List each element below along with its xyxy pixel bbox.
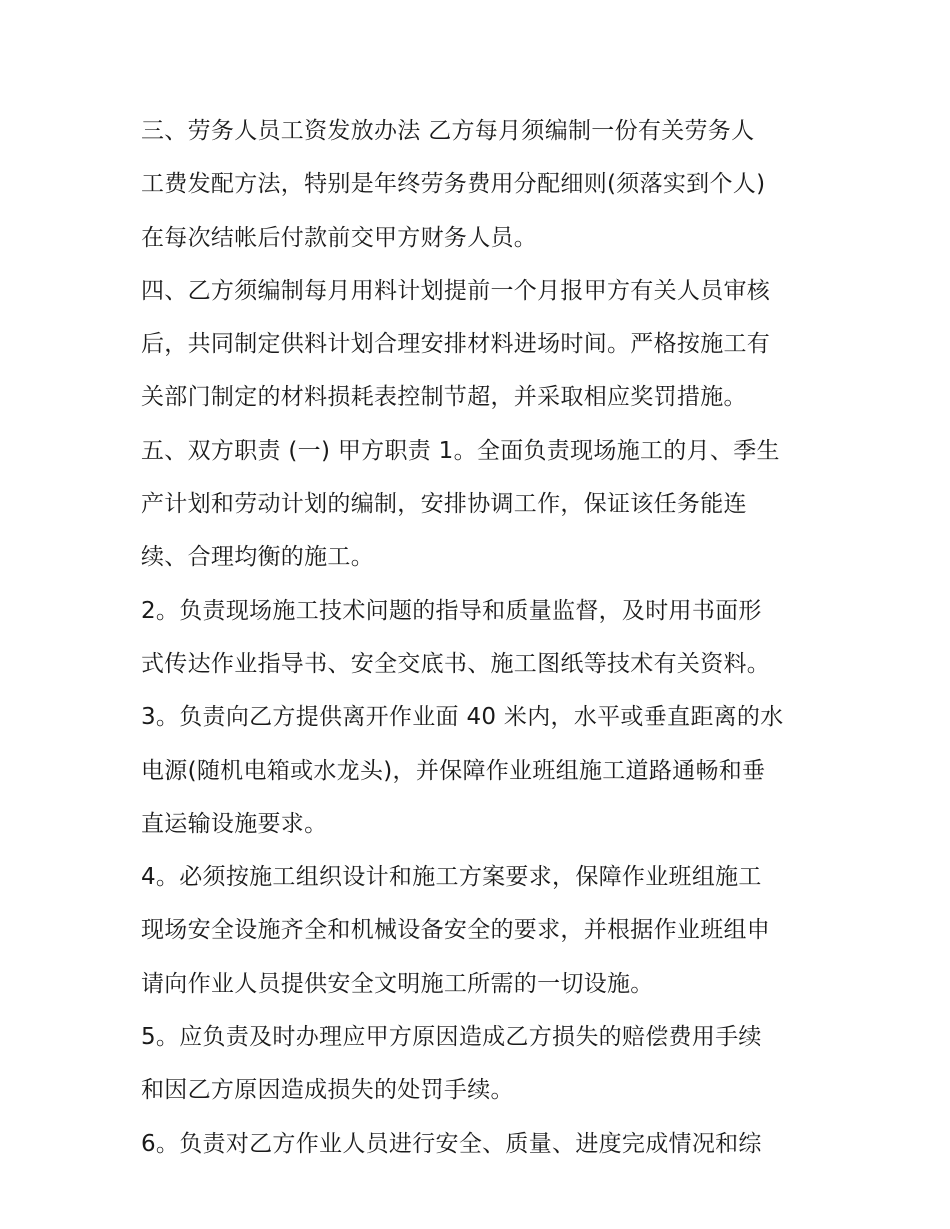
text-line: 现场安全设施齐全和机械设备安全的要求，并根据作业班组申: [141, 917, 771, 944]
text-line: 3。负责向乙方提供离开作业面 40 米内，水平或垂直距离的水: [141, 704, 784, 731]
text-line: 2。负责现场施工技术问题的指导和质量监督，及时用书面形: [141, 597, 762, 624]
text-line: 5。应负责及时办理应甲方原因造成乙方损失的赔偿费用手续: [141, 1024, 762, 1051]
text-line: 四、乙方须编制每月用料计划提前一个月报甲方有关人员审核: [141, 277, 771, 304]
text-line: 在每次结帐后付款前交甲方财务人员。: [141, 224, 538, 251]
text-line: 五、双方职责 (一) 甲方职责 1。全面负责现场施工的月、季生: [141, 437, 780, 464]
document-body: [141, 105, 821, 1171]
text-line: 续、合理均衡的施工。: [141, 544, 374, 571]
text-line: 三、劳务人员工资发放办法 乙方每月须编制一份有关劳务人: [141, 118, 755, 144]
text-line: 电源(随机电箱或水龙头)，并保障作业班组施工道路通畅和垂: [141, 757, 766, 784]
text-line: 产计划和劳动计划的编制，安排协调工作，保证该任务能连: [141, 491, 747, 518]
text-line: 4。必须按施工组织设计和施工方案要求，保障作业班组施工: [141, 864, 762, 891]
text-line: 关部门制定的材料损耗表控制节超，并采取相应奖罚措施。: [141, 384, 747, 411]
text-line: 请向作业人员提供安全文明施工所需的一切设施。: [141, 970, 654, 997]
text-line: 和因乙方原因造成损失的处罚手续。: [141, 1077, 514, 1104]
text-line: 后，共同制定供料计划合理安排材料进场时间。严格按施工有: [141, 331, 771, 358]
text-line: 直运输设施要求。: [141, 810, 328, 837]
text-line: 工费发配方法，特别是年终劳务费用分配细则(须落实到个人): [141, 171, 766, 198]
text-line: 6。负责对乙方作业人员进行安全、质量、进度完成情况和综: [141, 1130, 762, 1157]
text-line: 式传达作业指导书、安全交底书、施工图纸等技术有关资料。: [141, 650, 771, 677]
